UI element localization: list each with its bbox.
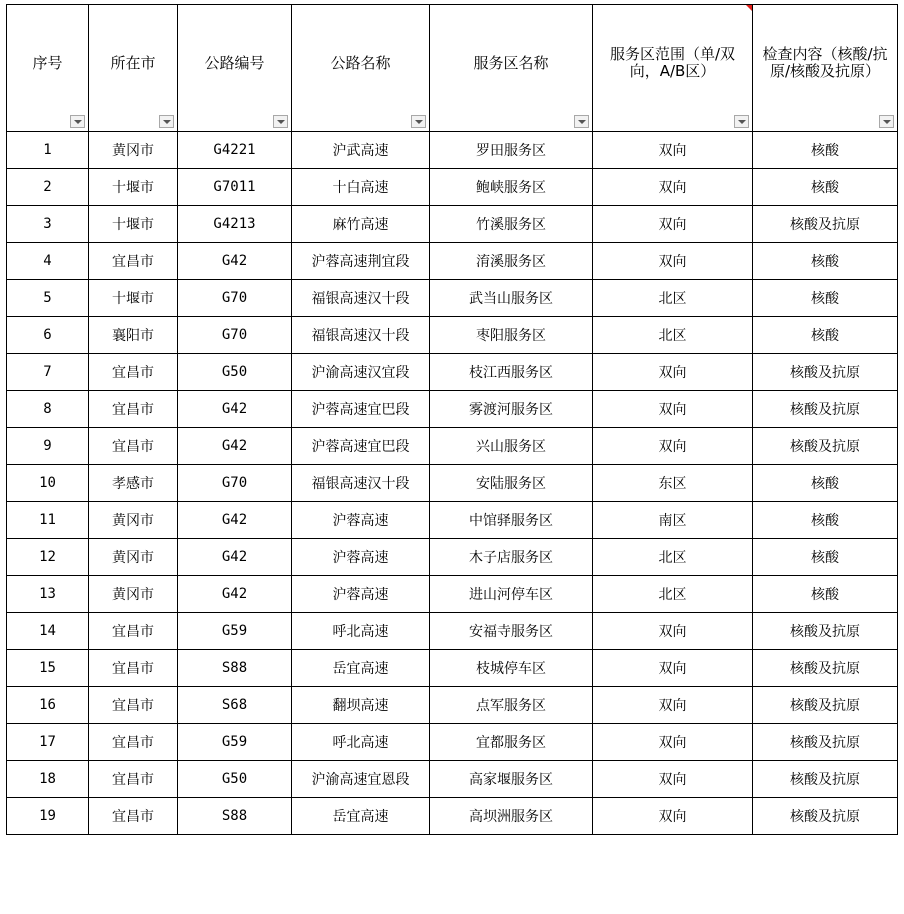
cell-check-content[interactable]: 核酸及抗原 [753,798,898,835]
cell-check-content[interactable]: 核酸及抗原 [753,206,898,243]
cell-range[interactable]: 北区 [593,576,753,613]
cell-city[interactable]: 宜昌市 [89,391,178,428]
cell-city[interactable]: 宜昌市 [89,687,178,724]
cell-city[interactable]: 襄阳市 [89,317,178,354]
header-label: 服务区范围（单/双向，A/B区） [609,45,736,80]
table-row [7,169,898,206]
table-row [7,428,898,465]
cell-service-area[interactable]: 点军服务区 [430,687,593,724]
cell-road-code[interactable]: G70 [178,317,292,354]
spreadsheet-table [6,4,898,835]
cell-road-code[interactable]: S68 [178,687,292,724]
cell-range[interactable]: 北区 [593,317,753,354]
cell-road-code[interactable]: G50 [178,761,292,798]
header-label: 所在市 [110,53,156,72]
filter-dropdown-icon[interactable] [574,115,589,128]
cell-check-content[interactable]: 核酸及抗原 [753,724,898,761]
cell-seq[interactable]: 4 [7,243,89,280]
cell-road-name[interactable]: 福银高速汉十段 [292,465,430,502]
cell-range[interactable]: 双向 [593,391,753,428]
header-cell-range[interactable] [593,5,753,132]
cell-range[interactable]: 双向 [593,798,753,835]
cell-range[interactable]: 双向 [593,132,753,169]
cell-road-name[interactable]: 沪蓉高速荆宜段 [292,243,430,280]
cell-city[interactable]: 宜昌市 [89,613,178,650]
cell-city[interactable]: 黄冈市 [89,576,178,613]
cell-range[interactable]: 东区 [593,465,753,502]
cell-range[interactable]: 双向 [593,428,753,465]
cell-check-content[interactable]: 核酸及抗原 [753,354,898,391]
cell-road-code[interactable]: G42 [178,243,292,280]
cell-city[interactable]: 黄冈市 [89,502,178,539]
cell-check-content[interactable]: 核酸 [753,169,898,206]
cell-service-area[interactable]: 中馆驿服务区 [430,502,593,539]
cell-service-area[interactable]: 木子店服务区 [430,539,593,576]
cell-road-name[interactable]: 福银高速汉十段 [292,280,430,317]
comment-indicator-icon [746,5,752,11]
cell-road-name[interactable]: 沪蓉高速 [292,502,430,539]
header-cell-check-content[interactable] [753,5,898,132]
cell-road-code[interactable]: S88 [178,798,292,835]
cell-road-code[interactable]: G70 [178,280,292,317]
cell-road-code[interactable]: G70 [178,465,292,502]
cell-check-content[interactable]: 核酸 [753,317,898,354]
header-label: 公路编号 [204,53,265,72]
header-label: 检查内容（核酸/抗原/核酸及抗原） [762,45,888,80]
table-row [7,391,898,428]
cell-seq[interactable]: 7 [7,354,89,391]
cell-road-name[interactable]: 福银高速汉十段 [292,317,430,354]
header-label: 公路名称 [330,53,391,72]
cell-seq[interactable]: 18 [7,761,89,798]
cell-service-area[interactable]: 武当山服务区 [430,280,593,317]
cell-range[interactable]: 北区 [593,280,753,317]
cell-city[interactable]: 宜昌市 [89,724,178,761]
filter-dropdown-icon[interactable] [734,115,749,128]
cell-road-name[interactable]: 沪蓉高速 [292,576,430,613]
filter-dropdown-icon[interactable] [159,115,174,128]
filter-dropdown-icon[interactable] [70,115,85,128]
cell-service-area[interactable]: 宜都服务区 [430,724,593,761]
cell-city[interactable]: 十堰市 [89,169,178,206]
cell-service-area[interactable]: 竹溪服务区 [430,206,593,243]
header-cell-city[interactable] [89,5,178,132]
cell-road-code[interactable]: G59 [178,724,292,761]
filter-dropdown-icon[interactable] [879,115,894,128]
table-row [7,206,898,243]
table-row [7,576,898,613]
cell-range[interactable]: 双向 [593,724,753,761]
cell-service-area[interactable]: 进山河停车区 [430,576,593,613]
cell-check-content[interactable]: 核酸 [753,576,898,613]
table-row [7,687,898,724]
cell-service-area[interactable]: 安福寺服务区 [430,613,593,650]
table-row [7,613,898,650]
cell-road-name[interactable]: 沪渝高速汉宜段 [292,354,430,391]
cell-city[interactable]: 宜昌市 [89,428,178,465]
cell-check-content[interactable]: 核酸 [753,539,898,576]
header-cell-road-code[interactable] [178,5,292,132]
cell-seq[interactable]: 14 [7,613,89,650]
cell-service-area[interactable]: 枝城停车区 [430,650,593,687]
cell-range[interactable]: 南区 [593,502,753,539]
cell-range[interactable]: 双向 [593,354,753,391]
cell-city[interactable]: 黄冈市 [89,539,178,576]
cell-road-code[interactable]: G42 [178,428,292,465]
cell-check-content[interactable]: 核酸 [753,243,898,280]
table-row [7,761,898,798]
cell-seq[interactable]: 11 [7,502,89,539]
cell-range[interactable]: 双向 [593,687,753,724]
cell-city[interactable]: 宜昌市 [89,650,178,687]
cell-check-content[interactable]: 核酸及抗原 [753,428,898,465]
cell-range[interactable]: 北区 [593,539,753,576]
cell-check-content[interactable]: 核酸及抗原 [753,391,898,428]
cell-seq[interactable]: 17 [7,724,89,761]
cell-road-name[interactable]: 麻竹高速 [292,206,430,243]
cell-seq[interactable]: 1 [7,132,89,169]
cell-service-area[interactable]: 罗田服务区 [430,132,593,169]
cell-seq[interactable]: 8 [7,391,89,428]
table-row [7,354,898,391]
cell-seq[interactable]: 12 [7,539,89,576]
cell-service-area[interactable]: 枝江西服务区 [430,354,593,391]
cell-range[interactable]: 双向 [593,613,753,650]
table-row [7,243,898,280]
cell-check-content[interactable]: 核酸 [753,465,898,502]
cell-road-code[interactable]: G4213 [178,206,292,243]
cell-city[interactable]: 宜昌市 [89,354,178,391]
table-row [7,280,898,317]
cell-seq[interactable]: 5 [7,280,89,317]
cell-check-content[interactable]: 核酸 [753,280,898,317]
cell-city[interactable]: 宜昌市 [89,761,178,798]
cell-road-code[interactable]: G42 [178,391,292,428]
cell-road-name[interactable]: 沪蓉高速宜巴段 [292,428,430,465]
cell-service-area[interactable]: 雾渡河服务区 [430,391,593,428]
cell-road-code[interactable]: G50 [178,354,292,391]
cell-check-content[interactable]: 核酸及抗原 [753,650,898,687]
cell-seq[interactable]: 19 [7,798,89,835]
cell-service-area[interactable]: 枣阳服务区 [430,317,593,354]
cell-seq[interactable]: 6 [7,317,89,354]
cell-check-content[interactable]: 核酸 [753,132,898,169]
cell-road-name[interactable]: 呼北高速 [292,613,430,650]
table-row [7,317,898,354]
cell-range[interactable]: 双向 [593,169,753,206]
cell-city[interactable]: 孝感市 [89,465,178,502]
cell-check-content[interactable]: 核酸 [753,502,898,539]
cell-road-code[interactable]: S88 [178,650,292,687]
cell-seq[interactable]: 16 [7,687,89,724]
filter-dropdown-icon[interactable] [411,115,426,128]
cell-road-code[interactable]: G42 [178,539,292,576]
cell-check-content[interactable]: 核酸及抗原 [753,613,898,650]
header-label: 服务区名称 [473,53,549,72]
cell-city[interactable]: 宜昌市 [89,243,178,280]
cell-road-name[interactable]: 呼北高速 [292,724,430,761]
cell-service-area[interactable]: 高坝洲服务区 [430,798,593,835]
cell-check-content[interactable]: 核酸及抗原 [753,761,898,798]
cell-road-name[interactable]: 岳宜高速 [292,650,430,687]
cell-road-name[interactable]: 沪蓉高速 [292,539,430,576]
header-cell-road-name[interactable] [292,5,430,132]
header-cell-service-area[interactable] [430,5,593,132]
cell-road-code[interactable]: G59 [178,613,292,650]
cell-city[interactable]: 十堰市 [89,206,178,243]
table-row [7,650,898,687]
table-body [7,132,898,835]
cell-seq[interactable]: 10 [7,465,89,502]
cell-range[interactable]: 双向 [593,761,753,798]
filter-dropdown-icon[interactable] [273,115,288,128]
cell-range[interactable]: 双向 [593,650,753,687]
cell-range[interactable]: 双向 [593,206,753,243]
table-row [7,724,898,761]
cell-road-name[interactable]: 沪渝高速宜恩段 [292,761,430,798]
cell-city[interactable]: 宜昌市 [89,798,178,835]
table-row [7,132,898,169]
cell-road-name[interactable]: 岳宜高速 [292,798,430,835]
cell-city[interactable]: 十堰市 [89,280,178,317]
cell-seq[interactable]: 2 [7,169,89,206]
cell-road-name[interactable]: 沪蓉高速宜巴段 [292,391,430,428]
cell-seq[interactable]: 3 [7,206,89,243]
table-row [7,502,898,539]
cell-service-area[interactable]: 安陆服务区 [430,465,593,502]
table-row [7,539,898,576]
cell-range[interactable]: 双向 [593,243,753,280]
table-row [7,798,898,835]
cell-road-name[interactable]: 翻坝高速 [292,687,430,724]
cell-check-content[interactable]: 核酸及抗原 [753,687,898,724]
cell-seq[interactable]: 9 [7,428,89,465]
cell-seq[interactable]: 15 [7,650,89,687]
header-label: 序号 [32,53,63,72]
table-row [7,465,898,502]
cell-service-area[interactable]: 兴山服务区 [430,428,593,465]
cell-service-area[interactable]: 高家堰服务区 [430,761,593,798]
cell-road-code[interactable]: G42 [178,502,292,539]
cell-road-name[interactable]: 沪武高速 [292,132,430,169]
cell-road-name[interactable]: 十白高速 [292,169,430,206]
cell-city[interactable]: 黄冈市 [89,132,178,169]
cell-seq[interactable]: 13 [7,576,89,613]
cell-road-code[interactable]: G4221 [178,132,292,169]
cell-service-area[interactable]: 淯溪服务区 [430,243,593,280]
cell-road-code[interactable]: G7011 [178,169,292,206]
cell-road-code[interactable]: G42 [178,576,292,613]
cell-service-area[interactable]: 鲍峡服务区 [430,169,593,206]
header-row [7,5,898,132]
header-cell-seq[interactable] [7,5,89,132]
